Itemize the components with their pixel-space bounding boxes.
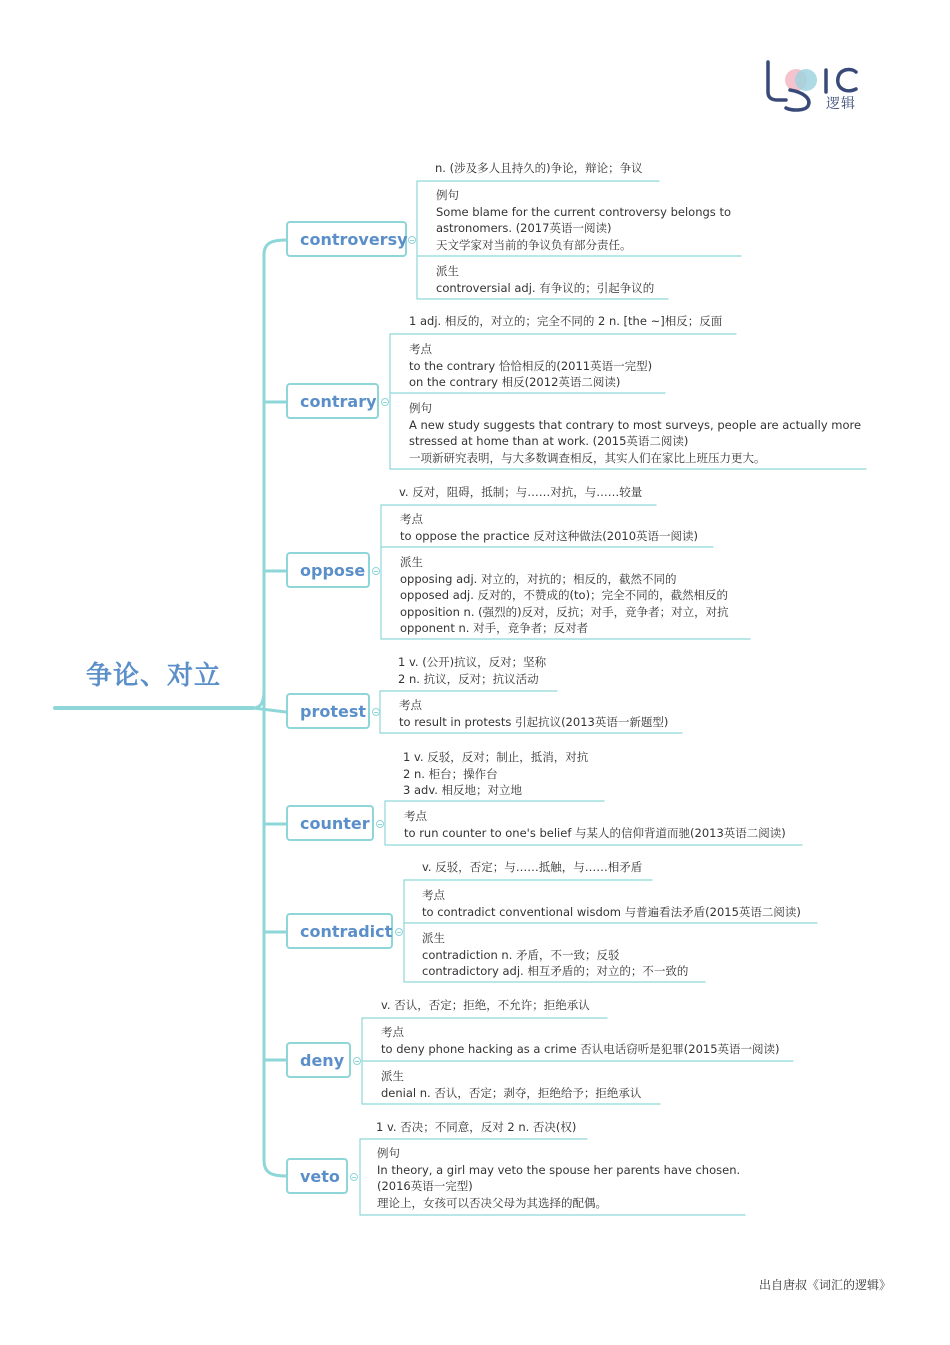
- definition-text: n. (涉及多人且持久的)争论，辩论；争议: [435, 161, 643, 175]
- key-point-text: 考点 to run counter to one's belief 与某人的信仰背道而驰(2013英语二阅读): [404, 809, 786, 840]
- word-node-counter[interactable]: counter: [286, 805, 374, 841]
- derivative-text: 派生 controversial adj. 有争议的；引起争议的: [436, 264, 655, 295]
- word-node-contradict[interactable]: contradict: [286, 913, 393, 949]
- word-node-contrary[interactable]: contrary: [286, 383, 379, 419]
- definition-text: v. 反驳，否定；与……抵触，与……相矛盾: [422, 860, 643, 874]
- word-node-veto[interactable]: veto: [286, 1158, 348, 1194]
- source-credit: 出自唐叔《词汇的逻辑》: [759, 1278, 892, 1292]
- definition-text: 1 adj. 相反的，对立的；完全不同的 2 n. [the ~]相反；反面: [409, 314, 723, 328]
- collapse-icon[interactable]: [408, 236, 416, 244]
- definition-text: 1 v. 反驳，反对；制止，抵消，对抗 2 n. 柜台；操作台 3 adv. 相反地；对立地: [403, 750, 589, 797]
- key-point-text: 考点 to result in protests 引起抗议(2013英语一新题型): [399, 698, 669, 729]
- key-point-text: 考点 to oppose the practice 反对这种做法(2010英语一阅读): [400, 512, 699, 543]
- collapse-icon[interactable]: [381, 398, 389, 406]
- map-title: 争论、对立: [86, 661, 222, 691]
- definition-text: 1 v. (公开)抗议，反对；坚称 2 n. 抗议，反对；抗议活动: [398, 655, 547, 686]
- definition-text: v. 反对，阻碍，抵制；与……对抗，与……较量: [399, 485, 643, 499]
- key-point-text: 考点 to deny phone hacking as a crime 否认电话窃听是犯罪(2015英语一阅读): [381, 1025, 780, 1056]
- collapse-icon[interactable]: [372, 708, 380, 716]
- word-node-deny[interactable]: deny: [286, 1042, 351, 1078]
- definition-text: 1 v. 否决；不同意，反对 2 n. 否决(权): [376, 1120, 577, 1134]
- collapse-icon[interactable]: [353, 1057, 361, 1065]
- example-text: 例句 In theory, a girl may veto the spouse her parents have chosen. (2016英语一完型) 理论上，女孩可以否决父母为其选择的配偶。: [377, 1146, 741, 1210]
- word-node-oppose[interactable]: oppose: [286, 552, 370, 588]
- example-text: 例句 A new study suggests that contrary to most surveys, people are actually more stressed at home than at work. (2015英语二阅读) 一项新研究表明，与大多数调查相反，其实人们在家比上班压力更大。: [409, 401, 862, 465]
- collapse-icon[interactable]: [395, 928, 403, 936]
- collapse-icon[interactable]: [376, 820, 384, 828]
- key-point-text: 考点 to contradict conventional wisdom 与普遍看法矛盾(2015英语二阅读): [422, 888, 801, 919]
- collapse-icon[interactable]: [350, 1173, 358, 1181]
- collapse-icon[interactable]: [372, 567, 380, 575]
- definition-text: v. 否认，否定；拒绝，不允许；拒绝承认: [381, 998, 590, 1012]
- example-text: 例句 Some blame for the current controversy belongs to astronomers. (2017英语一阅读) 天文学家对当前的争议负有部分责任。: [436, 188, 731, 252]
- word-node-controversy[interactable]: controversy: [286, 221, 407, 257]
- word-node-protest[interactable]: protest: [286, 693, 370, 729]
- derivative-text: 派生 contradiction n. 矛盾，不一致；反驳 contradictory adj. 相互矛盾的；对立的；不一致的: [422, 931, 689, 978]
- key-point-text: 考点 to the contrary 恰恰相反的(2011英语一完型) on the contrary 相反(2012英语二阅读): [409, 342, 653, 389]
- logo-subtitle: 逻辑: [826, 96, 856, 112]
- derivative-text: 派生 denial n. 否认，否定；剥夺，拒绝给予；拒绝承认: [381, 1069, 642, 1100]
- derivative-text: 派生 opposing adj. 对立的，对抗的；相反的，截然不同的 opposed adj. 反对的，不赞成的(to)；完全不同的，截然相反的 opposition n. (强烈的)反对，反抗；对手，竞争者；对立，对抗 opponent n. 对手，竞争者；反对者: [400, 555, 729, 635]
